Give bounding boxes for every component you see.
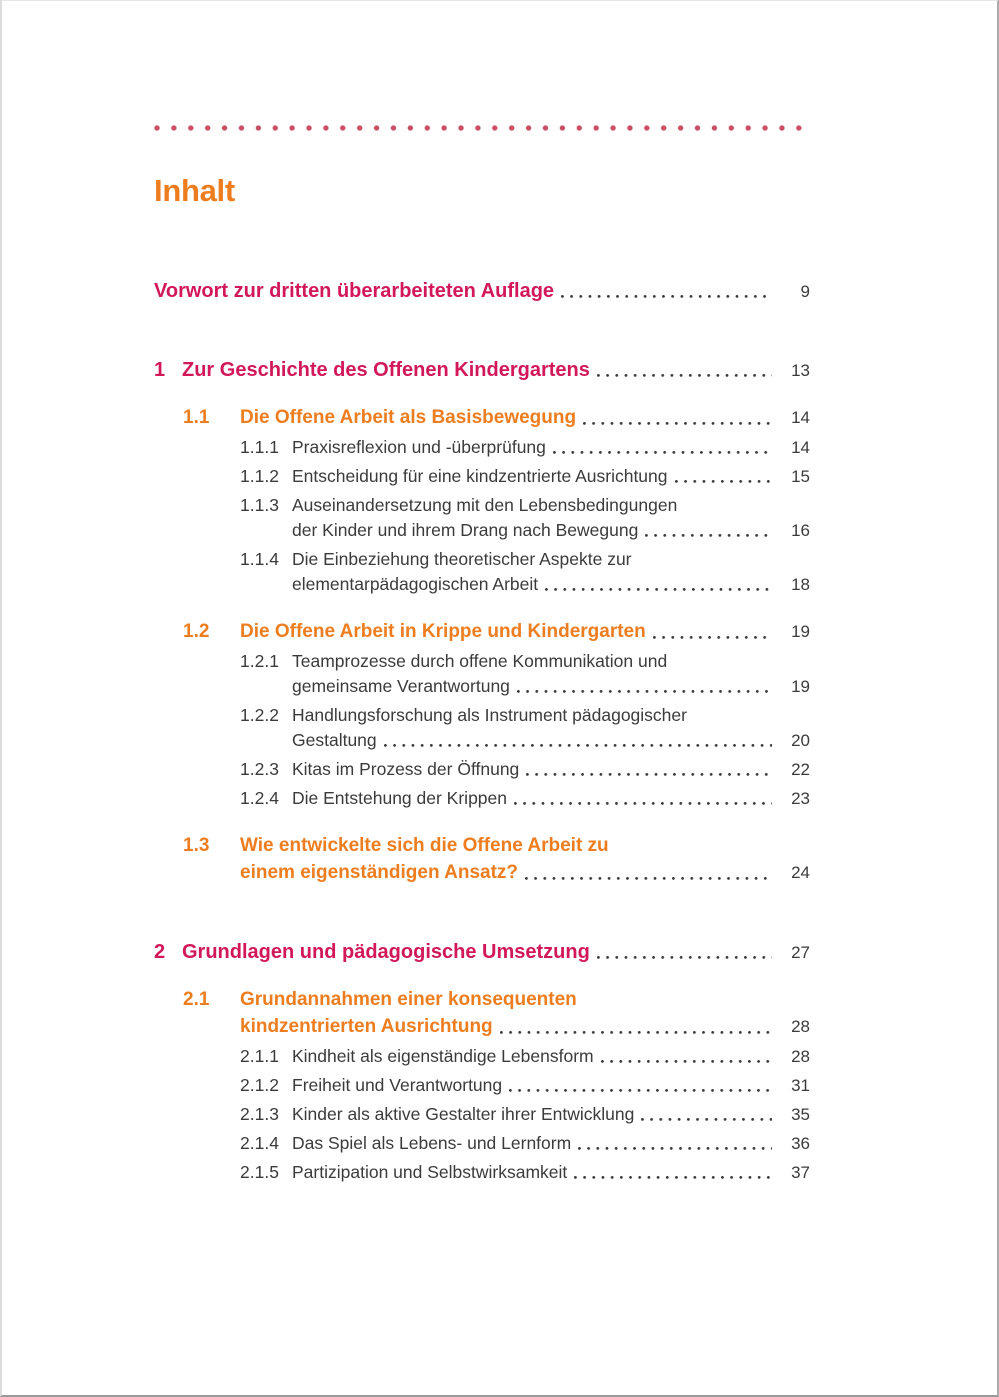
entry-page-number: 19: [791, 622, 810, 641]
entry-number: 1.3: [183, 835, 210, 856]
entry-line: [292, 649, 810, 674]
entry-text: Die Entstehung der Krippen: [292, 788, 507, 808]
toc-entry-subsection: [240, 649, 810, 699]
dot-leader: [517, 690, 772, 694]
entry-line: [292, 1160, 810, 1185]
toc-entry-subsection: [240, 435, 810, 460]
entry-number: 1.1: [183, 407, 210, 428]
entry-text: Entscheidung für eine kindzentrierte Ausrichtung: [292, 466, 668, 486]
dot-leader: [645, 534, 772, 538]
entry-number: 2.1: [183, 989, 210, 1010]
toc-entry-chapter: [154, 358, 810, 383]
toc-entry-subsection: [240, 1073, 810, 1098]
dot-leader: [597, 956, 772, 960]
entry-number: 1.1.2: [240, 466, 279, 486]
entry-number: 2.1.1: [240, 1046, 279, 1066]
entry-page-number: 36: [791, 1134, 810, 1153]
entry-page-number: 31: [791, 1076, 810, 1095]
entry-content: [182, 940, 810, 965]
dot-leader: [583, 422, 772, 426]
dot-leader: [574, 1176, 772, 1180]
entry-text: Das Spiel als Lebens- und Lernform: [292, 1133, 572, 1153]
entry-content: [182, 358, 810, 383]
entry-content: [292, 1073, 810, 1098]
entry-text: Zur Geschichte des Offenen Kindergartens: [182, 359, 590, 381]
toc-entry-subsection: [240, 493, 810, 543]
entry-text: Die Einbeziehung theoretischer Aspekte zur: [292, 549, 632, 569]
entry-text: Kinder als aktive Gestalter ihrer Entwicklung: [292, 1104, 635, 1124]
toc-entry-chapter: [154, 940, 810, 965]
entry-text: der Kinder und ihrem Drang nach Bewegung: [292, 520, 639, 540]
dot-leader: [514, 802, 772, 806]
entry-text: Grundannahmen einer konsequenten: [240, 989, 577, 1010]
entry-text: Vorwort zur dritten überarbeiteten Auflage: [154, 280, 555, 302]
entry-content: [292, 493, 810, 543]
entry-content: [292, 757, 810, 782]
entry-line: [292, 572, 810, 597]
entry-text: einem eigenständigen Ansatz?: [240, 862, 519, 883]
entry-line: [292, 547, 810, 572]
entry-text: Die Offene Arbeit als Basisbewegung: [240, 407, 577, 428]
entry-page-number: 22: [791, 760, 810, 779]
entry-page-number: 28: [791, 1047, 810, 1066]
entry-number: 1.2.3: [240, 759, 279, 779]
toc-entry-section: [183, 986, 810, 1040]
entry-page-number: 14: [791, 438, 810, 457]
entry-number: 1: [154, 359, 166, 381]
entry-line: [292, 1044, 810, 1069]
entry-page-number: 28: [791, 1017, 810, 1036]
entry-text: Grundlagen und pädagogische Umsetzung: [182, 941, 590, 963]
toc-entry-subsection: [240, 464, 810, 489]
entry-line: [240, 832, 810, 859]
dot-leader: [561, 295, 772, 299]
entry-page-number: 23: [791, 789, 810, 808]
dot-leader: [526, 773, 772, 777]
entry-content: [292, 464, 810, 489]
dot-leader: [641, 1118, 772, 1122]
dot-leader: [509, 1089, 772, 1093]
entry-text: gemeinsame Verantwortung: [292, 676, 510, 696]
toc-entry-front-matter: [154, 279, 810, 304]
entry-content: [240, 986, 810, 1040]
entry-line: [292, 757, 810, 782]
entry-page-number: 16: [791, 521, 810, 540]
entry-page-number: 15: [791, 467, 810, 486]
entry-content: [240, 404, 810, 431]
dot-leader: [675, 480, 772, 484]
entry-line: [240, 1013, 810, 1040]
dot-leader: [525, 877, 772, 881]
entry-page-number: 37: [791, 1163, 810, 1182]
entry-content: [154, 279, 810, 304]
toc-entry-subsection: [240, 547, 810, 597]
entry-number: 1.2.4: [240, 788, 279, 808]
entry-page-number: 20: [791, 731, 810, 750]
entry-number: 2.1.3: [240, 1104, 279, 1124]
page-title: Inhalt: [154, 173, 235, 208]
entry-line: [292, 786, 810, 811]
entry-number: 1.1.1: [240, 437, 279, 457]
entry-content: [292, 1160, 810, 1185]
entry-number: 2: [154, 941, 166, 963]
entry-number: 2.1.2: [240, 1075, 279, 1095]
entry-content: [292, 547, 810, 597]
entry-text: Freiheit und Verantwortung: [292, 1075, 503, 1095]
toc-entry-section: [183, 618, 810, 645]
entry-line: [292, 1102, 810, 1127]
entry-page-number: 14: [791, 408, 810, 427]
entry-line: [292, 703, 810, 728]
entry-content: [292, 703, 810, 753]
entry-page-number: 27: [791, 943, 810, 962]
entry-page-number: 9: [800, 282, 810, 301]
entry-line: [182, 940, 810, 965]
entry-text: Auseinandersetzung mit den Lebensbedingungen: [292, 495, 678, 515]
entry-page-number: 35: [791, 1105, 810, 1124]
entry-line: [292, 728, 810, 753]
entry-number: 1.2: [183, 621, 210, 642]
entry-line: [240, 859, 810, 886]
entry-text: elementarpädagogischen Arbeit: [292, 574, 539, 594]
entry-content: [292, 1131, 810, 1156]
dot-leader: [545, 588, 772, 592]
entry-text: Praxisreflexion und -überprüfung: [292, 437, 546, 457]
entry-line: [292, 464, 810, 489]
entry-text: Gestaltung: [292, 730, 377, 750]
dot-leader: [578, 1147, 772, 1151]
dot-leader: [500, 1031, 772, 1035]
entry-line: [292, 493, 810, 518]
entry-content: [240, 832, 810, 886]
entry-text: Kindheit als eigenständige Lebensform: [292, 1046, 594, 1066]
entry-content: [292, 786, 810, 811]
entry-text: Handlungsforschung als Instrument pädagogischer: [292, 705, 687, 725]
entry-line: [292, 1131, 810, 1156]
dot-leader: [597, 374, 772, 378]
entry-line: [240, 404, 810, 431]
entry-content: [292, 1044, 810, 1069]
toc-entry-subsection: [240, 786, 810, 811]
entry-number: 1.1.3: [240, 495, 279, 515]
toc-entry-section: [183, 832, 810, 886]
entry-line: [240, 618, 810, 645]
entry-content: [240, 618, 810, 645]
dot-leader: [601, 1060, 772, 1064]
entry-text: Die Offene Arbeit in Krippe und Kindergarten: [240, 621, 646, 642]
entry-line: [292, 435, 810, 460]
dot-leader: [653, 636, 772, 640]
entry-page-number: 24: [791, 863, 810, 882]
entry-line: [292, 1073, 810, 1098]
entry-number: 1.2.1: [240, 651, 279, 671]
dot-leader: [384, 744, 772, 748]
entry-content: [292, 1102, 810, 1127]
entry-line: [154, 279, 810, 304]
entry-page-number: 18: [791, 575, 810, 594]
entry-text: Wie entwickelte sich die Offene Arbeit zu: [240, 835, 609, 856]
entry-text: Kitas im Prozess der Öffnung: [292, 759, 520, 779]
entry-page-number: 13: [791, 361, 810, 380]
entry-line: [182, 358, 810, 383]
dotted-divider: [154, 125, 810, 131]
toc-entry-subsection: [240, 757, 810, 782]
entry-number: 1.2.2: [240, 705, 279, 725]
toc-entry-subsection: [240, 1102, 810, 1127]
entry-page-number: 19: [791, 677, 810, 696]
dot-leader: [553, 451, 772, 455]
entry-number: 1.1.4: [240, 549, 279, 569]
entry-content: [292, 435, 810, 460]
toc-entry-subsection: [240, 1131, 810, 1156]
toc-entry-subsection: [240, 703, 810, 753]
entry-number: 2.1.4: [240, 1133, 279, 1153]
entry-line: [292, 518, 810, 543]
entry-line: [240, 986, 810, 1013]
entry-number: 2.1.5: [240, 1162, 279, 1182]
entry-text: kindzentrierten Ausrichtung: [240, 1016, 493, 1037]
toc-entry-subsection: [240, 1044, 810, 1069]
toc-list: [154, 279, 810, 1185]
toc-entry-section: [183, 404, 810, 431]
entry-content: [292, 649, 810, 699]
entry-text: Teamprozesse durch offene Kommunikation und: [292, 651, 668, 671]
toc-entry-subsection: [240, 1160, 810, 1185]
entry-line: [292, 674, 810, 699]
entry-text: Partizipation und Selbstwirksamkeit: [292, 1162, 568, 1182]
